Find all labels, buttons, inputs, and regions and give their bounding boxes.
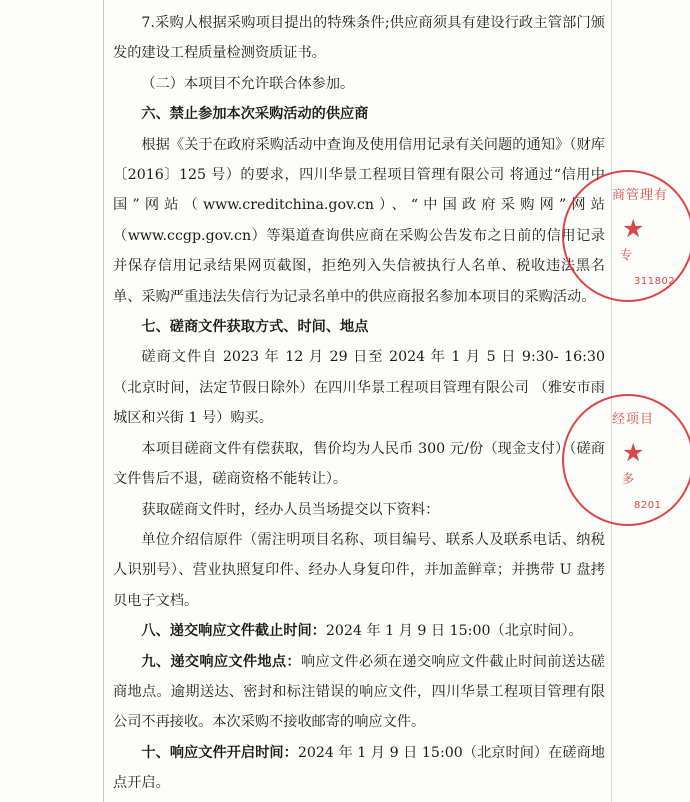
paragraph-section-9 <box>113 647 605 738</box>
section-9-value: 响应文件必须在递交响应文件截止时间前送达磋商地点。逾期送达、密封和标注错误的响应文件，四川华景工程项目管理有限公司不再接收。本次采购不接收邮寄的响应文件。 <box>113 653 605 731</box>
paragraph-section-7-body-2: 本项目磋商文件有偿获取，售价均为人民币 300 元/份（现金支付）（磋商文件售后不退，磋商资格不能转让）。 <box>113 440 605 488</box>
heading-section-7: 七、磋商文件获取方式、时间、地点 <box>141 319 369 336</box>
section-8-label: 八、递交响应文件截止时间： <box>141 623 326 640</box>
paragraph-clause-7: 7.采购人根据采购项目提出的特殊条件;供应商须具有建设行政主管部门颁发的建设工程质量检测资质证书。 <box>113 15 605 62</box>
heading-section-6: 六、禁止参加本次采购活动的供应商 <box>141 106 369 123</box>
paragraph-section-10 <box>113 738 605 799</box>
section-10-value: 2024 年 1 月 9 日 15:00（北京时间）在磋商地点开启。 <box>113 744 605 792</box>
seal-number-bottom: 8201 <box>634 500 662 511</box>
paragraph-section-6-body: 根据《关于在政府采购活动中查询及使用信用记录有关问题的通知》（财库〔2016〕125 号）的要求，四川华景工程项目管理有限公司 将通过“信用中国”网站（www.creditchina.gov.cn）、“中国政府采购网”网站（www.ccgp.gov.cn）等渠道查询供应商在采购公告发布之日前的信用记录并保存信用记录结果网页截图，拒绝列入失信被执行人名单、税收违法黑名单、采购严重违法失信行为记录名单中的供应商报名参加本项目的采购活动。 <box>113 136 605 305</box>
section-8-value: 2024 年 1 月 9 日 15:00（北京时间）。 <box>325 623 583 640</box>
document-body <box>113 8 605 799</box>
paragraph-section-7-body-3: 获取磋商文件时，经办人员当场提交以下资料： <box>141 501 440 518</box>
seal-star-top: ★ <box>622 214 645 243</box>
seal-arc-text-bottom: 经项目 <box>612 412 655 427</box>
section-10-label: 十、响应文件开启时间： <box>141 744 298 761</box>
section-9-label: 九、递交响应文件地点： <box>141 653 301 670</box>
page-left-rule <box>103 0 104 802</box>
paragraph-section-8 <box>113 616 605 646</box>
seal-vertical-text-bottom: 多 <box>620 472 635 488</box>
paragraph-section-7-body-4: 单位介绍信原件（需注明项目名称、项目编号、联系人及联系电话、纳税人识别号）、营业执照复印件、经办人身复印件，并加盖鲜章；并携带 U 盘拷贝电子文档。 <box>113 531 605 609</box>
seal-star-bottom: ★ <box>622 438 645 467</box>
red-seal-top <box>608 176 690 296</box>
seal-number-top: 311802 <box>634 276 676 287</box>
seal-arc-text-top: 商管理有 <box>612 188 669 203</box>
paragraph-clause-2: （二）本项目不允许联合体参加。 <box>141 75 355 92</box>
red-seal-bottom <box>608 400 690 520</box>
paragraph-section-7-body-1: 磋商文件自 2023 年 12 月 29 日至 2024 年 1 月 5 日 9:30- 16:30（北京时间，法定节假日除外）在四川华景工程项目管理有限公司 （雅安市雨城区和兴街 1 号）购买。 <box>113 349 605 427</box>
seal-vertical-text-top: 专 <box>618 248 633 264</box>
